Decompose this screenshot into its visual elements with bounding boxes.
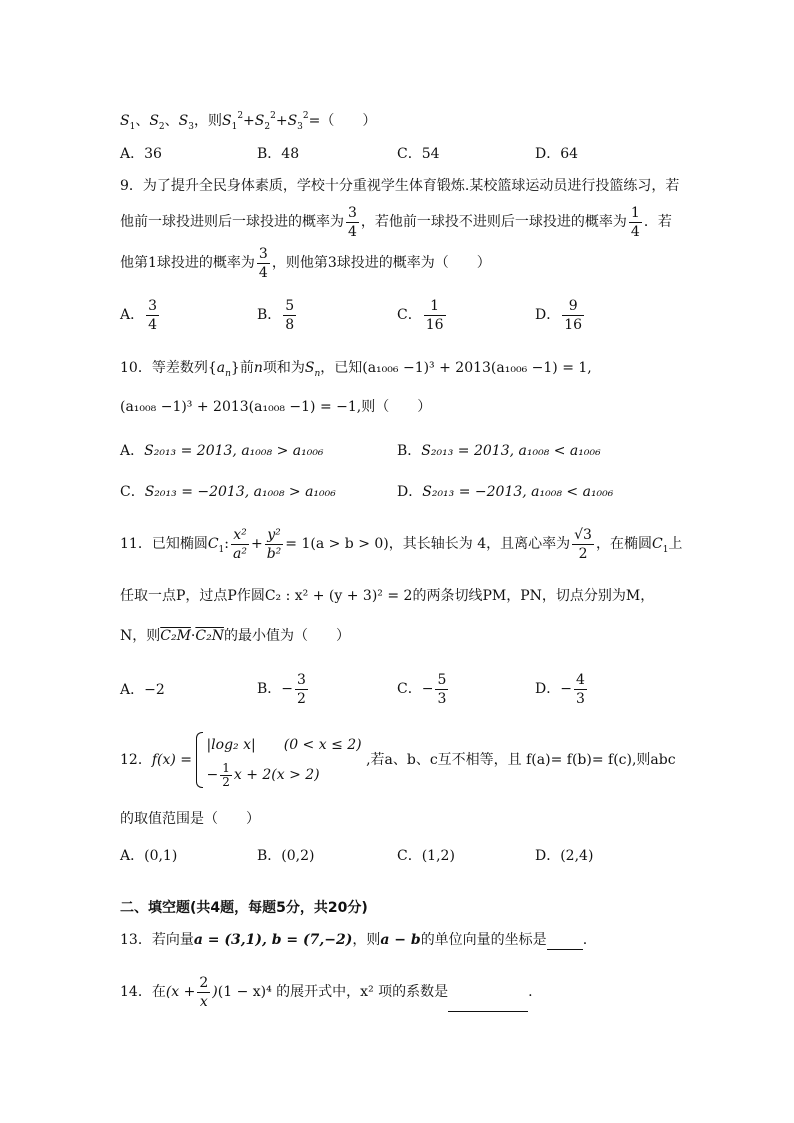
q13-answer-blank[interactable] — [547, 933, 583, 950]
q10-option-b: B．S₂₀₁₃ = 2013, a₁₀₀₈ < a₁₀₀₆ — [397, 443, 601, 459]
q8-option-d: D．64 — [535, 146, 579, 162]
q13: 13．若向量a = (3,1), b = (7,−2)，则a − b的单位向量的坐标是 . — [120, 932, 588, 948]
q10-line2: (a₁₀₀₈ −1)³ + 2013(a₁₀₀₈ −1) = −1,则（ ） — [120, 399, 432, 415]
q14: 14．在(x + $\frac{2}{x}$ )(1 − x)⁴ 的展开式中，x² 项的系数是 . — [120, 972, 533, 1012]
q10-option-c: C．S₂₀₁₃ = −2013, a₁₀₀₈ > a₁₀₀₆ — [120, 484, 336, 500]
q11-option-c: C．− $\frac{5}{3}$ — [397, 671, 447, 707]
q12-option-c: C．(1,2) — [397, 848, 455, 864]
q12-option-a: A．(0,1) — [120, 848, 178, 864]
q9-option-a: A． $\frac{3}{4}$ — [120, 297, 158, 333]
q12-option-b: B．(0,2) — [257, 848, 315, 864]
q10-line1: 10．等差数列$\{a_n\}$前n项和为$S_n$，已知(a₁₀₀₆ −1)³ + 2013(a₁₀₀₆ −1) = 1, — [120, 360, 592, 379]
q10-option-d: D．S₂₀₁₃ = −2013, a₁₀₀₈ < a₁₀₀₆ — [397, 484, 614, 500]
q12-line2: 的取值范围是（ ） — [120, 811, 260, 827]
q9-line1: 9．为了提升全民身体素质，学校十分重视学生体育锻炼.某校篮球运动员进行投篮练习，若 — [120, 178, 680, 194]
q12-case-1: |log₂ x| (0 < x ≤ 2) — [206, 737, 362, 753]
q11-option-a: A．−2 — [120, 682, 165, 698]
q12-stem: 12．f(x) = |log₂ x| (0 < x ≤ 2) − $\frac{1}{2}$ x + 2(x > 2) ,若a、b、c互不相等，且 f(a)= f(b)= f(c),则abc — [120, 728, 676, 792]
q8-option-c: C．54 — [397, 146, 440, 162]
q9-line2: 他前一球投进则后一球投进的概率为 $\frac{3}{4}$ ，若他前一球投不进则后一球投进的概率为 $\frac{1}{4}$ ．若 — [120, 204, 672, 240]
q10-option-a: A．S₂₀₁₃ = 2013, a₁₀₀₈ > a₁₀₀₆ — [120, 443, 324, 459]
q8-option-b: B．48 — [257, 146, 300, 162]
q11-line1: 11．已知椭圆$C_1$: $\frac{\text{x²}}{\text{a²}}$ + $\frac{\text{y²}}{\text{b²}}$ = 1(a > b > 0)，其长轴长为 4，且离心率为 $\frac{√3}{2}$ ，在椭圆$C_1$上 — [120, 526, 683, 562]
q11-option-d: D．− $\frac{4}{3}$ — [535, 671, 585, 707]
q14-answer-blank[interactable] — [448, 989, 528, 1012]
q11-line2: 任取一点P，过点P作圆C₂ : x² + (y + 3)² = 2的两条切线PM，PN，切点分别为M， — [120, 588, 655, 604]
q9-option-c: C． $\frac{1}{16}$ — [397, 297, 444, 333]
q9-option-b: B． $\frac{5}{8}$ — [257, 297, 295, 333]
q8-stem: $S_1$、$S_2$、$S_3$，则$S_1^2+S_2^2+S_3^2=$（ ） — [120, 111, 377, 132]
q11-line3: N，则C₂M·C₂N的最小值为（ ） — [120, 628, 350, 644]
q12-case-2: − $\frac{1}{2}$ x + 2(x > 2) — [206, 760, 320, 789]
section-title: 二、填空题(共4题，每题5分，共20分) — [120, 900, 368, 916]
q8-option-a: A．36 — [120, 146, 162, 162]
q12-option-d: D．(2,4) — [535, 848, 594, 864]
q11-option-b: B．− $\frac{3}{2}$ — [257, 671, 306, 707]
q9-option-d: D． $\frac{9}{16}$ — [535, 297, 583, 333]
q9-line3: 他第1球投进的概率为 $\frac{3}{4}$ ，则他第3球投进的概率为（ ） — [120, 245, 491, 281]
